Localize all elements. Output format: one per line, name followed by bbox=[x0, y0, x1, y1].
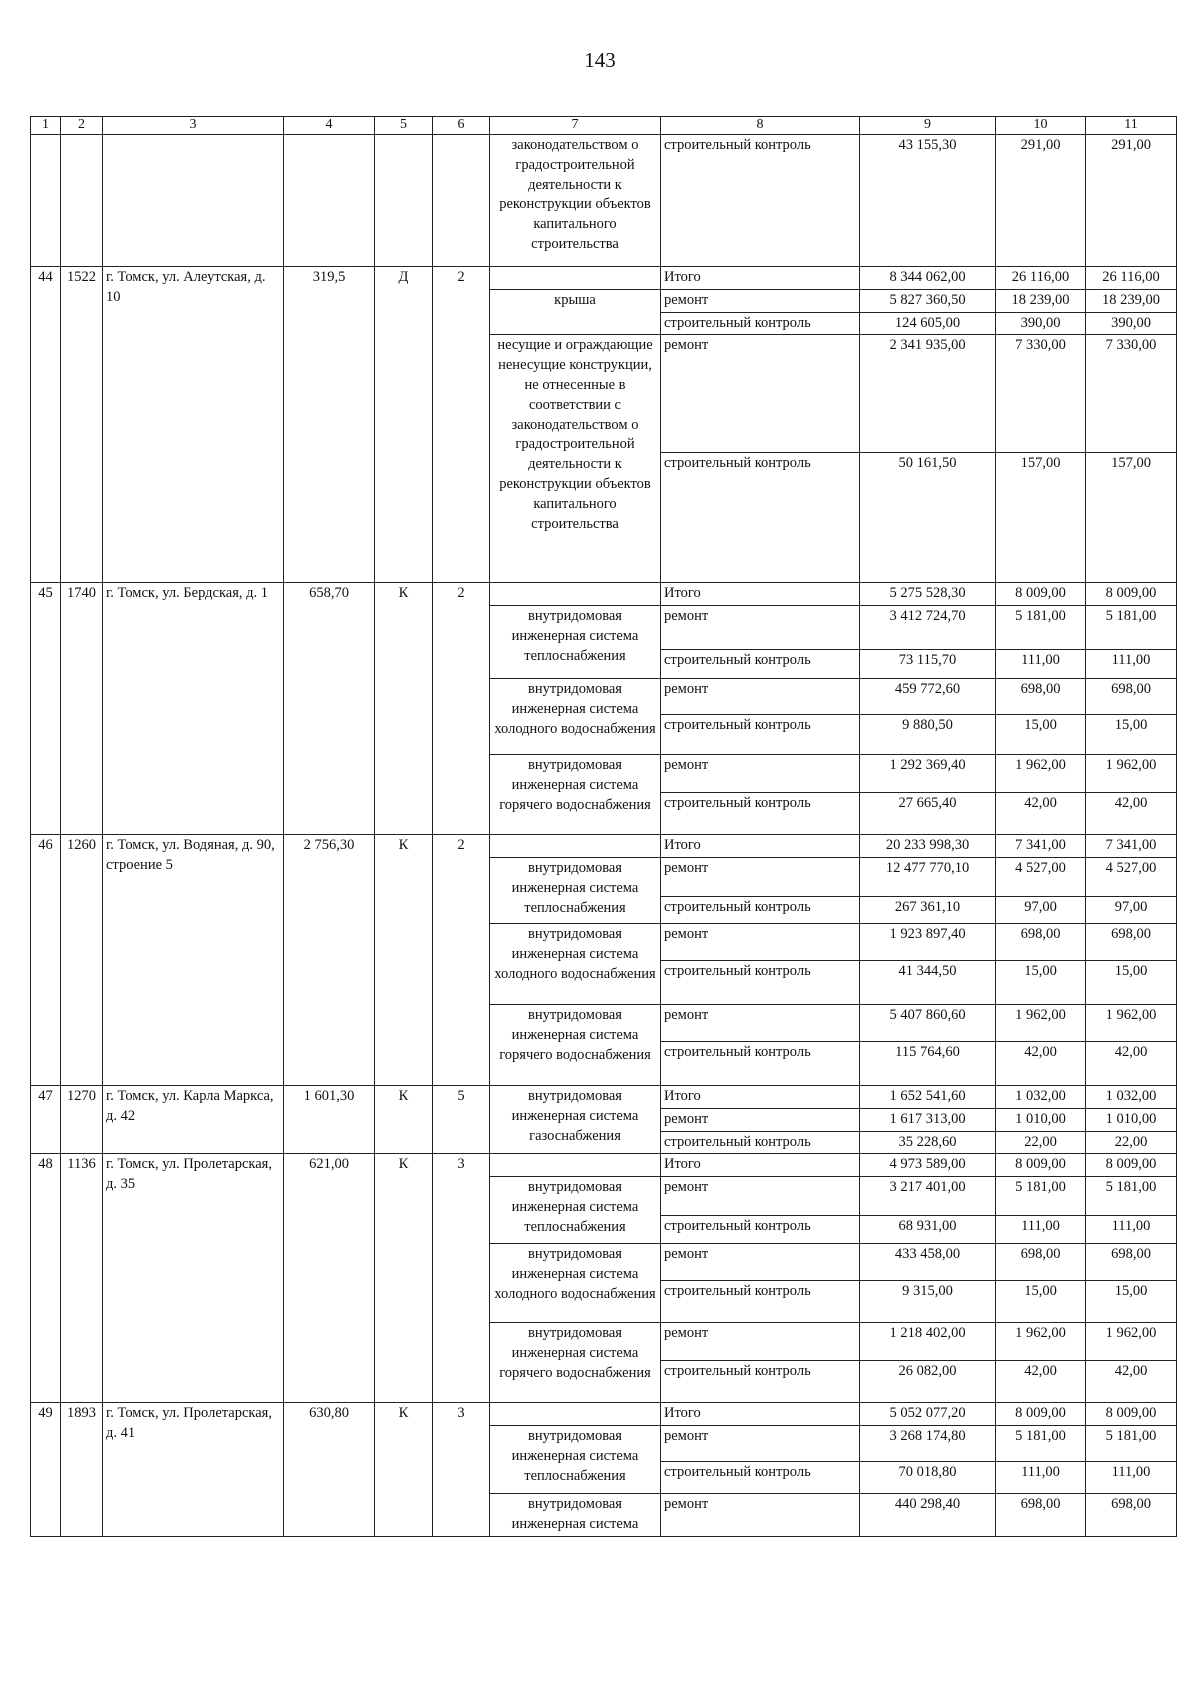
work-type-cell: ремонт bbox=[661, 679, 860, 715]
amount-limit-cell: 8 009,00 bbox=[1086, 583, 1177, 606]
amount-per-sqm-cell: 698,00 bbox=[996, 1493, 1086, 1536]
amount-per-sqm-cell: 7 341,00 bbox=[996, 835, 1086, 858]
id-cell: 1136 bbox=[61, 1154, 103, 1403]
amount-limit-cell: 5 181,00 bbox=[1086, 1425, 1177, 1461]
type-cell: К bbox=[375, 835, 433, 1086]
work-type-cell: ремонт bbox=[661, 289, 860, 312]
amount-per-sqm-cell: 18 239,00 bbox=[996, 289, 1086, 312]
area-cell: 621,00 bbox=[284, 1154, 375, 1403]
work-type-cell: ремонт bbox=[661, 1425, 860, 1461]
amount-limit-cell: 22,00 bbox=[1086, 1131, 1177, 1154]
amount-total-cell: 68 931,00 bbox=[860, 1216, 996, 1244]
floors-cell: 2 bbox=[433, 583, 490, 835]
work-type-cell: строительный контроль bbox=[661, 1216, 860, 1244]
work-type-cell: строительный контроль bbox=[661, 715, 860, 755]
amount-limit-cell: 111,00 bbox=[1086, 1461, 1177, 1493]
amount-limit-cell: 4 527,00 bbox=[1086, 857, 1177, 896]
area-cell bbox=[284, 135, 375, 267]
work-type-cell: строительный контроль bbox=[661, 1041, 860, 1085]
type-cell: К bbox=[375, 1085, 433, 1153]
amount-per-sqm-cell: 5 181,00 bbox=[996, 1177, 1086, 1216]
column-header: 3 bbox=[103, 117, 284, 135]
num-cell: 45 bbox=[31, 583, 61, 835]
address-cell: г. Томск, ул. Бердская, д. 1 bbox=[103, 583, 284, 835]
floors-cell: 5 bbox=[433, 1085, 490, 1153]
work-type-cell: ремонт bbox=[661, 606, 860, 650]
amount-total-cell: 20 233 998,30 bbox=[860, 835, 996, 858]
table-row bbox=[31, 1403, 1177, 1426]
system-cell: внутридомовая инженерная система теплоснабжения bbox=[490, 1425, 661, 1493]
amount-total-cell: 5 052 077,20 bbox=[860, 1403, 996, 1426]
amount-total-cell: 1 652 541,60 bbox=[860, 1085, 996, 1108]
work-type-cell: Итого bbox=[661, 1085, 860, 1108]
amount-per-sqm-cell: 1 010,00 bbox=[996, 1108, 1086, 1131]
amount-per-sqm-cell: 698,00 bbox=[996, 679, 1086, 715]
column-header: 6 bbox=[433, 117, 490, 135]
amount-per-sqm-cell: 1 032,00 bbox=[996, 1085, 1086, 1108]
table-row bbox=[31, 583, 1177, 606]
amount-limit-cell: 111,00 bbox=[1086, 650, 1177, 679]
work-type-cell: строительный контроль bbox=[661, 793, 860, 835]
type-cell: К bbox=[375, 1403, 433, 1536]
amount-limit-cell: 42,00 bbox=[1086, 1041, 1177, 1085]
address-cell bbox=[103, 135, 284, 267]
area-cell: 630,80 bbox=[284, 1403, 375, 1536]
system-cell: внутридомовая инженерная система холодного водоснабжения bbox=[490, 679, 661, 755]
work-type-cell: Итого bbox=[661, 583, 860, 606]
work-type-cell: строительный контроль bbox=[661, 135, 860, 267]
amount-per-sqm-cell: 26 116,00 bbox=[996, 267, 1086, 290]
column-header: 10 bbox=[996, 117, 1086, 135]
work-type-cell: строительный контроль bbox=[661, 453, 860, 583]
id-cell: 1740 bbox=[61, 583, 103, 835]
amount-limit-cell: 18 239,00 bbox=[1086, 289, 1177, 312]
amount-total-cell: 1 292 369,40 bbox=[860, 755, 996, 793]
amount-total-cell: 9 880,50 bbox=[860, 715, 996, 755]
amount-total-cell: 124 605,00 bbox=[860, 312, 996, 335]
amount-limit-cell: 8 009,00 bbox=[1086, 1154, 1177, 1177]
system-cell: внутридомовая инженерная система газоснабжения bbox=[490, 1085, 661, 1153]
amount-per-sqm-cell: 42,00 bbox=[996, 1361, 1086, 1403]
work-type-cell: ремонт bbox=[661, 923, 860, 960]
num-cell: 46 bbox=[31, 835, 61, 1086]
floors-cell: 3 bbox=[433, 1403, 490, 1536]
work-type-cell: Итого bbox=[661, 1403, 860, 1426]
column-header: 1 bbox=[31, 117, 61, 135]
work-type-cell: строительный контроль bbox=[661, 1281, 860, 1323]
system-cell: крыша bbox=[490, 289, 661, 335]
amount-limit-cell: 1 032,00 bbox=[1086, 1085, 1177, 1108]
amount-per-sqm-cell: 291,00 bbox=[996, 135, 1086, 267]
table-row bbox=[31, 1085, 1177, 1108]
table-row bbox=[31, 135, 1177, 267]
work-type-cell: строительный контроль bbox=[661, 312, 860, 335]
amount-per-sqm-cell: 15,00 bbox=[996, 715, 1086, 755]
amount-limit-cell: 7 341,00 bbox=[1086, 835, 1177, 858]
work-type-cell: ремонт bbox=[661, 1004, 860, 1041]
floors-cell: 2 bbox=[433, 267, 490, 583]
amount-per-sqm-cell: 698,00 bbox=[996, 1244, 1086, 1281]
amount-total-cell: 459 772,60 bbox=[860, 679, 996, 715]
amount-total-cell: 267 361,10 bbox=[860, 896, 996, 923]
column-number-row bbox=[31, 117, 1177, 135]
system-cell: внутридомовая инженерная система горячего водоснабжения bbox=[490, 1004, 661, 1085]
system-cell: внутридомовая инженерная система bbox=[490, 1493, 661, 1536]
work-type-cell: ремонт bbox=[661, 335, 860, 453]
id-cell bbox=[61, 135, 103, 267]
amount-limit-cell: 1 010,00 bbox=[1086, 1108, 1177, 1131]
amount-limit-cell: 390,00 bbox=[1086, 312, 1177, 335]
floors-cell: 2 bbox=[433, 835, 490, 1086]
amount-total-cell: 26 082,00 bbox=[860, 1361, 996, 1403]
work-type-cell: Итого bbox=[661, 1154, 860, 1177]
amount-per-sqm-cell: 15,00 bbox=[996, 960, 1086, 1004]
amount-total-cell: 5 275 528,30 bbox=[860, 583, 996, 606]
column-header: 7 bbox=[490, 117, 661, 135]
type-cell: К bbox=[375, 583, 433, 835]
amount-total-cell: 2 341 935,00 bbox=[860, 335, 996, 453]
column-header: 4 bbox=[284, 117, 375, 135]
work-type-cell: строительный контроль bbox=[661, 896, 860, 923]
num-cell: 48 bbox=[31, 1154, 61, 1403]
amount-limit-cell: 7 330,00 bbox=[1086, 335, 1177, 453]
system-cell: внутридомовая инженерная система горячего водоснабжения bbox=[490, 1323, 661, 1403]
system-cell bbox=[490, 1403, 661, 1426]
amount-total-cell: 27 665,40 bbox=[860, 793, 996, 835]
work-type-cell: ремонт bbox=[661, 1493, 860, 1536]
amount-limit-cell: 26 116,00 bbox=[1086, 267, 1177, 290]
amount-per-sqm-cell: 8 009,00 bbox=[996, 583, 1086, 606]
amount-total-cell: 50 161,50 bbox=[860, 453, 996, 583]
area-cell: 319,5 bbox=[284, 267, 375, 583]
address-cell: г. Томск, ул. Пролетарская, д. 41 bbox=[103, 1403, 284, 1536]
amount-total-cell: 440 298,40 bbox=[860, 1493, 996, 1536]
work-type-cell: Итого bbox=[661, 835, 860, 858]
system-cell: внутридомовая инженерная система горячего водоснабжения bbox=[490, 755, 661, 835]
work-type-cell: строительный контроль bbox=[661, 650, 860, 679]
amount-per-sqm-cell: 4 527,00 bbox=[996, 857, 1086, 896]
column-header: 2 bbox=[61, 117, 103, 135]
type-cell: Д bbox=[375, 267, 433, 583]
work-type-cell: строительный контроль bbox=[661, 960, 860, 1004]
amount-limit-cell: 42,00 bbox=[1086, 1361, 1177, 1403]
column-header: 9 bbox=[860, 117, 996, 135]
system-cell: внутридомовая инженерная система теплоснабжения bbox=[490, 1177, 661, 1244]
system-cell: внутридомовая инженерная система теплоснабжения bbox=[490, 606, 661, 679]
work-type-cell: ремонт bbox=[661, 1177, 860, 1216]
work-type-cell: ремонт bbox=[661, 1108, 860, 1131]
amount-per-sqm-cell: 698,00 bbox=[996, 923, 1086, 960]
amount-per-sqm-cell: 97,00 bbox=[996, 896, 1086, 923]
area-cell: 658,70 bbox=[284, 583, 375, 835]
system-cell bbox=[490, 1154, 661, 1177]
amount-total-cell: 70 018,80 bbox=[860, 1461, 996, 1493]
amount-per-sqm-cell: 111,00 bbox=[996, 1216, 1086, 1244]
page-number: 143 bbox=[584, 48, 616, 72]
work-type-cell: ремонт bbox=[661, 755, 860, 793]
amount-limit-cell: 5 181,00 bbox=[1086, 606, 1177, 650]
address-cell: г. Томск, ул. Водяная, д. 90, строение 5 bbox=[103, 835, 284, 1086]
amount-limit-cell: 698,00 bbox=[1086, 923, 1177, 960]
amount-total-cell: 41 344,50 bbox=[860, 960, 996, 1004]
amount-total-cell: 1 923 897,40 bbox=[860, 923, 996, 960]
system-cell bbox=[490, 267, 661, 290]
system-cell: внутридомовая инженерная система холодного водоснабжения bbox=[490, 1244, 661, 1323]
system-cell: несущие и ограждающие ненесущие конструкции, не отнесенные в соответствии с законодательством о градостроительной деятельности к реконструкции объектов капитального строительства bbox=[490, 335, 661, 583]
amount-total-cell: 8 344 062,00 bbox=[860, 267, 996, 290]
amount-limit-cell: 698,00 bbox=[1086, 679, 1177, 715]
amount-total-cell: 1 617 313,00 bbox=[860, 1108, 996, 1131]
area-cell: 2 756,30 bbox=[284, 835, 375, 1086]
amount-total-cell: 12 477 770,10 bbox=[860, 857, 996, 896]
system-cell bbox=[490, 835, 661, 858]
amount-limit-cell: 15,00 bbox=[1086, 1281, 1177, 1323]
num-cell bbox=[31, 135, 61, 267]
amount-total-cell: 35 228,60 bbox=[860, 1131, 996, 1154]
amount-total-cell: 43 155,30 bbox=[860, 135, 996, 267]
work-type-cell: Итого bbox=[661, 267, 860, 290]
amount-limit-cell: 1 962,00 bbox=[1086, 1323, 1177, 1361]
amount-per-sqm-cell: 8 009,00 bbox=[996, 1403, 1086, 1426]
amount-limit-cell: 291,00 bbox=[1086, 135, 1177, 267]
id-cell: 1893 bbox=[61, 1403, 103, 1536]
amount-per-sqm-cell: 111,00 bbox=[996, 1461, 1086, 1493]
amount-per-sqm-cell: 157,00 bbox=[996, 453, 1086, 583]
amount-limit-cell: 1 962,00 bbox=[1086, 755, 1177, 793]
amount-per-sqm-cell: 22,00 bbox=[996, 1131, 1086, 1154]
id-cell: 1522 bbox=[61, 267, 103, 583]
work-type-cell: строительный контроль bbox=[661, 1461, 860, 1493]
column-header: 5 bbox=[375, 117, 433, 135]
amount-per-sqm-cell: 1 962,00 bbox=[996, 1323, 1086, 1361]
amount-limit-cell: 5 181,00 bbox=[1086, 1177, 1177, 1216]
address-cell: г. Томск, ул. Алеутская, д. 10 bbox=[103, 267, 284, 583]
amount-per-sqm-cell: 390,00 bbox=[996, 312, 1086, 335]
work-type-cell: строительный контроль bbox=[661, 1361, 860, 1403]
amount-limit-cell: 8 009,00 bbox=[1086, 1403, 1177, 1426]
num-cell: 44 bbox=[31, 267, 61, 583]
amount-per-sqm-cell: 15,00 bbox=[996, 1281, 1086, 1323]
amount-limit-cell: 1 962,00 bbox=[1086, 1004, 1177, 1041]
system-cell: внутридомовая инженерная система холодного водоснабжения bbox=[490, 923, 661, 1004]
amount-per-sqm-cell: 1 962,00 bbox=[996, 755, 1086, 793]
num-cell: 49 bbox=[31, 1403, 61, 1536]
amount-limit-cell: 15,00 bbox=[1086, 715, 1177, 755]
amount-limit-cell: 157,00 bbox=[1086, 453, 1177, 583]
id-cell: 1270 bbox=[61, 1085, 103, 1153]
amount-total-cell: 433 458,00 bbox=[860, 1244, 996, 1281]
amount-total-cell: 3 217 401,00 bbox=[860, 1177, 996, 1216]
amount-per-sqm-cell: 42,00 bbox=[996, 793, 1086, 835]
address-cell: г. Томск, ул. Пролетарская, д. 35 bbox=[103, 1154, 284, 1403]
type-cell bbox=[375, 135, 433, 267]
area-cell: 1 601,30 bbox=[284, 1085, 375, 1153]
column-header: 8 bbox=[661, 117, 860, 135]
amount-total-cell: 115 764,60 bbox=[860, 1041, 996, 1085]
floors-cell: 3 bbox=[433, 1154, 490, 1403]
num-cell: 47 bbox=[31, 1085, 61, 1153]
amount-total-cell: 3 412 724,70 bbox=[860, 606, 996, 650]
amount-per-sqm-cell: 111,00 bbox=[996, 650, 1086, 679]
system-cell bbox=[490, 583, 661, 606]
work-type-cell: ремонт bbox=[661, 1244, 860, 1281]
system-cell: законодательством о градостроительной деятельности к реконструкции объектов капитального строительства bbox=[490, 135, 661, 267]
column-header: 11 bbox=[1086, 117, 1177, 135]
work-type-cell: строительный контроль bbox=[661, 1131, 860, 1154]
amount-limit-cell: 15,00 bbox=[1086, 960, 1177, 1004]
amount-total-cell: 4 973 589,00 bbox=[860, 1154, 996, 1177]
amount-per-sqm-cell: 8 009,00 bbox=[996, 1154, 1086, 1177]
amount-limit-cell: 698,00 bbox=[1086, 1244, 1177, 1281]
table-row bbox=[31, 1154, 1177, 1177]
id-cell: 1260 bbox=[61, 835, 103, 1086]
table-row bbox=[31, 267, 1177, 290]
amount-per-sqm-cell: 7 330,00 bbox=[996, 335, 1086, 453]
amount-total-cell: 73 115,70 bbox=[860, 650, 996, 679]
amount-total-cell: 5 407 860,60 bbox=[860, 1004, 996, 1041]
amount-total-cell: 5 827 360,50 bbox=[860, 289, 996, 312]
amount-total-cell: 3 268 174,80 bbox=[860, 1425, 996, 1461]
amount-limit-cell: 111,00 bbox=[1086, 1216, 1177, 1244]
amount-per-sqm-cell: 5 181,00 bbox=[996, 1425, 1086, 1461]
system-cell: внутридомовая инженерная система теплоснабжения bbox=[490, 857, 661, 923]
work-type-cell: ремонт bbox=[661, 1323, 860, 1361]
amount-limit-cell: 97,00 bbox=[1086, 896, 1177, 923]
floors-cell bbox=[433, 135, 490, 267]
amount-per-sqm-cell: 1 962,00 bbox=[996, 1004, 1086, 1041]
address-cell: г. Томск, ул. Карла Маркса, д. 42 bbox=[103, 1085, 284, 1153]
amount-per-sqm-cell: 5 181,00 bbox=[996, 606, 1086, 650]
type-cell: К bbox=[375, 1154, 433, 1403]
amount-total-cell: 1 218 402,00 bbox=[860, 1323, 996, 1361]
amount-limit-cell: 42,00 bbox=[1086, 793, 1177, 835]
table-row bbox=[31, 835, 1177, 858]
capital-repair-table bbox=[30, 116, 1177, 1537]
amount-total-cell: 9 315,00 bbox=[860, 1281, 996, 1323]
amount-limit-cell: 698,00 bbox=[1086, 1493, 1177, 1536]
amount-per-sqm-cell: 42,00 bbox=[996, 1041, 1086, 1085]
work-type-cell: ремонт bbox=[661, 857, 860, 896]
